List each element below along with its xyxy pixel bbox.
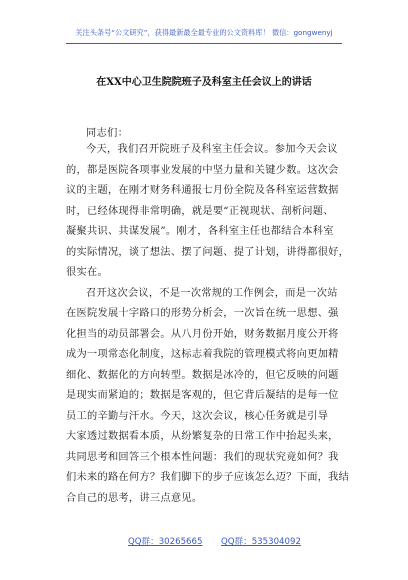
text-line: 在医院发展十字路口的形势分析会，一次旨在统一思想、强: [66, 308, 339, 319]
salutation: 同志们：: [86, 128, 129, 139]
text-line: 很实在。: [66, 267, 108, 278]
paragraph-2: [66, 284, 350, 510]
text-line: 是现实而紧迫的；数据是客观的，但它背后凝结的是每一位: [66, 390, 339, 401]
text-line: 时，已经体现得非常明确，就是要“正视现状、剖析问题、: [66, 205, 334, 217]
paragraph-1: [66, 140, 350, 284]
footer: [0, 535, 408, 549]
text-line: 的，都是医院各项事业发展的中坚力量和关键少数。这次会: [66, 164, 339, 176]
text-line: 共同思考和回答三个根本性问题：我们的现状究竟如何？我: [66, 451, 339, 463]
header-divider: [66, 43, 342, 44]
text-line: 员工的辛勤与汗水。今天，这次会议，核心任务就是引导: [66, 410, 329, 422]
text-line: 凝聚共识、共谋发展”。刚才，各科室主任也都结合本科室: [66, 226, 334, 237]
qq-group-link-2[interactable]: QQ群：535304092: [221, 537, 301, 547]
text-line: 议的主题，在刚才财务科通报七月份全院及各科室运营数据: [66, 185, 339, 196]
document-title: 在XX中心卫生院院班子及科室主任会议上的讲话: [96, 77, 312, 88]
document-body: [66, 140, 350, 509]
text-line: 化担当的动员部署会。从八月份开始，财务数据月度公开将: [66, 328, 339, 340]
text-line: 成为一项常态化制度，这标志着我院的管理模式将向更加精: [66, 349, 339, 360]
text-line: 今天，我们召开院班子及科室主任会议。参加今天会议: [86, 144, 338, 155]
text-line: 细化、数据化的方向转型。数据是冰冷的，但它反映的问题: [66, 369, 339, 381]
text-line: 们未来的路在何方？我们脚下的步子应该怎么迈？下面，我结: [66, 472, 350, 483]
text-line: 合自己的思考，讲三点意见。: [66, 492, 203, 504]
text-line: 的实际情况，谈了想法、摆了问题、提了计划，讲得都很好，: [66, 246, 350, 258]
header-banner: 关注头条号“公文研究”，获得最新最全最专业的公文资料库！ 微信：gongwenyj: [75, 28, 333, 37]
text-line: 召开这次会议，不是一次常规的工作例会，而是一次站: [86, 287, 338, 299]
qq-group-link-1[interactable]: QQ群：30265665: [128, 537, 203, 547]
text-line: 大家透过数据看本质，从纷繁复杂的日常工作中抬起头来，: [66, 431, 339, 442]
